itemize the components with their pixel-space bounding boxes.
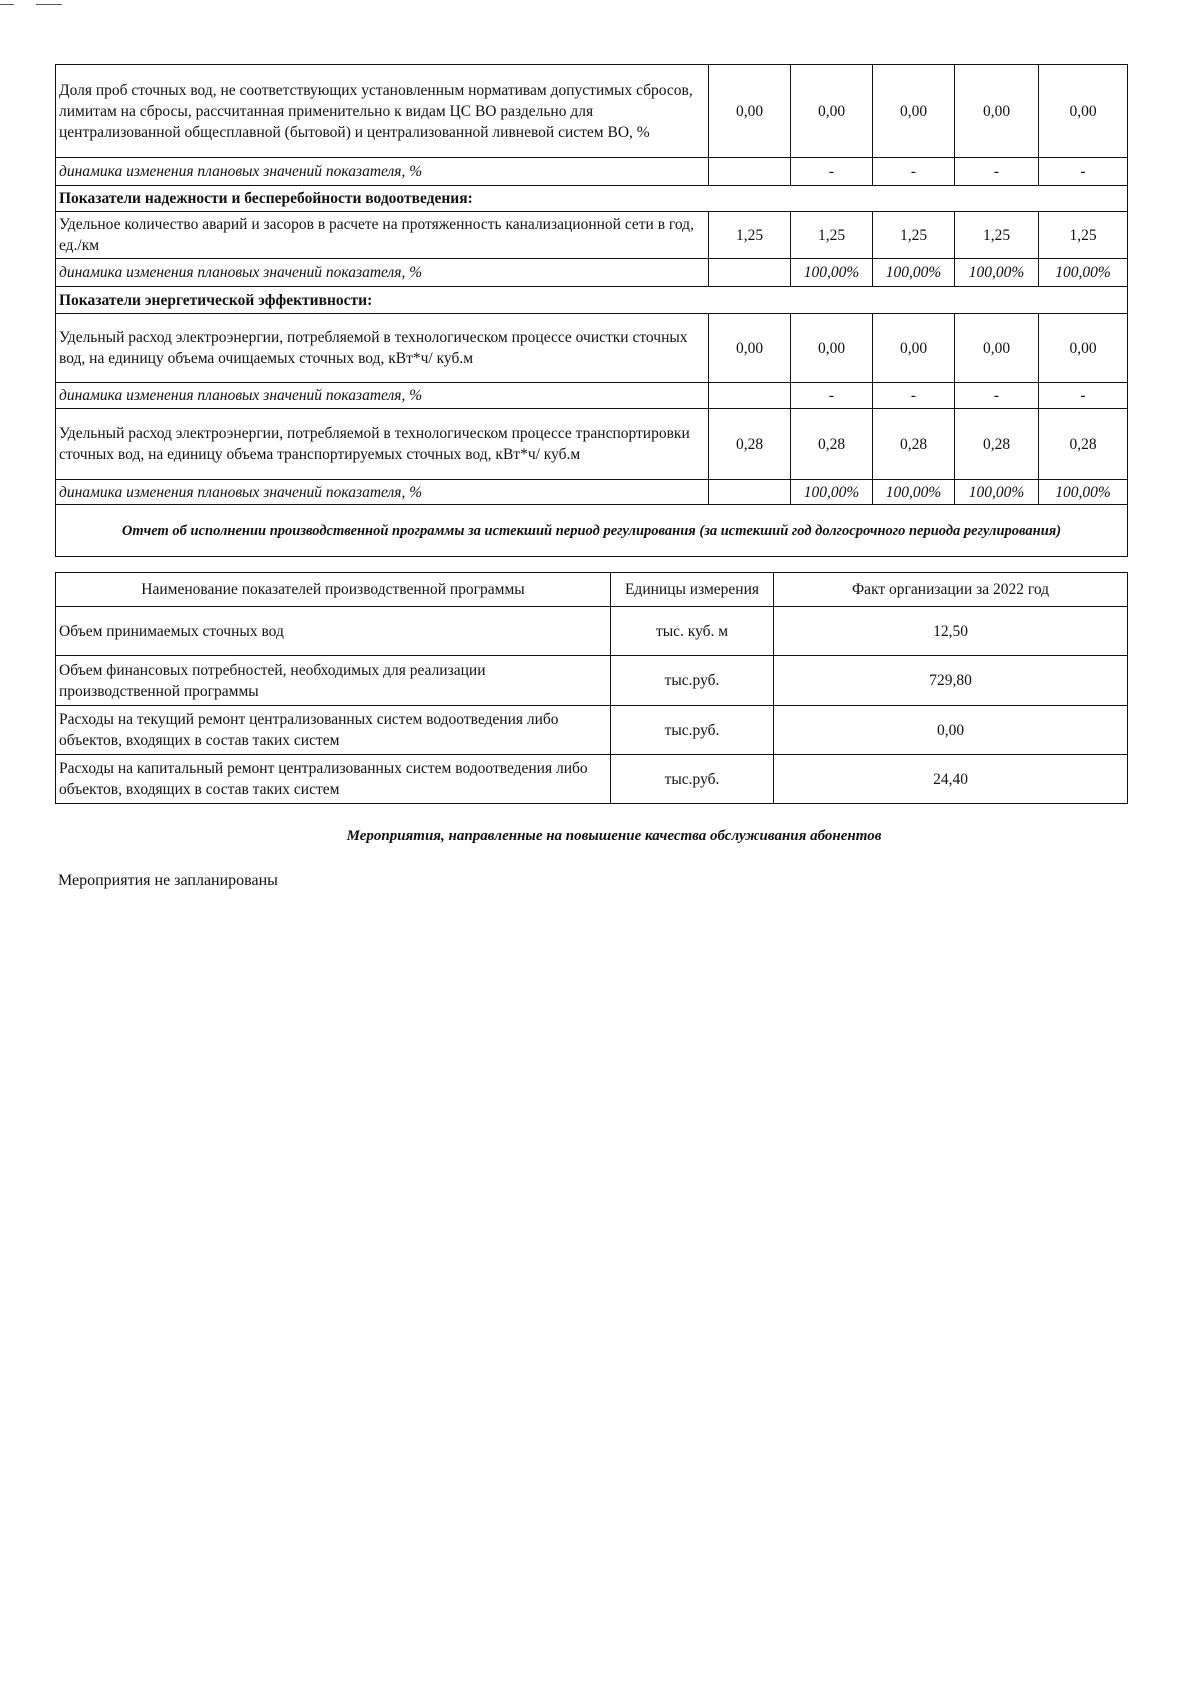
dynamics-value: - xyxy=(873,383,955,409)
dynamics-value: 100,00% xyxy=(873,480,955,505)
report-caption: Отчет об исполнении производственной программы за истекший период регулирования (за истекший год долгосрочного периода регулирования) xyxy=(56,505,1128,557)
table-row xyxy=(56,706,1128,755)
table-row xyxy=(56,505,1128,557)
unit-cell: тыс. куб. м xyxy=(611,607,774,656)
dynamics-label: динамика изменения плановых значений показателя, % xyxy=(56,383,709,409)
unit-cell: тыс.руб. xyxy=(611,706,774,755)
dynamics-value: 100,00% xyxy=(1039,259,1128,287)
dynamics-value: 100,00% xyxy=(873,259,955,287)
dynamics-value: - xyxy=(1039,383,1128,409)
indicator-value: 0,00 xyxy=(791,314,873,383)
fact-value: 0,00 xyxy=(774,706,1128,755)
table-row xyxy=(56,212,1128,259)
fact-value: 24,40 xyxy=(774,755,1128,804)
dynamics-label: динамика изменения плановых значений показателя, % xyxy=(56,158,709,186)
table-row xyxy=(56,158,1128,186)
dynamics-value xyxy=(709,158,791,186)
table-row xyxy=(56,287,1128,314)
fact-value: 729,80 xyxy=(774,656,1128,706)
indicator-value: 0,28 xyxy=(1039,409,1128,480)
indicator-value: 0,00 xyxy=(709,65,791,158)
scan-artifact xyxy=(36,4,62,5)
column-header: Единицы измерения xyxy=(611,573,774,607)
indicator-value: 1,25 xyxy=(873,212,955,259)
dynamics-value xyxy=(709,480,791,505)
table-row xyxy=(56,259,1128,287)
indicator-value: 0,00 xyxy=(873,65,955,158)
dynamics-value: - xyxy=(873,158,955,186)
indicator-value: 0,00 xyxy=(791,65,873,158)
indicator-value: 0,00 xyxy=(873,314,955,383)
indicator-value: 0,00 xyxy=(955,65,1039,158)
dynamics-value: - xyxy=(955,383,1039,409)
indicator-value: 0,28 xyxy=(791,409,873,480)
report-table xyxy=(55,572,1128,804)
table-row xyxy=(56,383,1128,409)
table-row xyxy=(56,755,1128,804)
indicator-value: 1,25 xyxy=(1039,212,1128,259)
section-heading: Показатели энергетической эффективности: xyxy=(56,287,1128,314)
program-indicator-name: Расходы на капитальный ремонт централизованных систем водоотведения либо объектов, входящих в состав таких систем xyxy=(56,755,611,804)
dynamics-value xyxy=(709,383,791,409)
dynamics-label: динамика изменения плановых значений показателя, % xyxy=(56,480,709,505)
dynamics-value: 100,00% xyxy=(791,259,873,287)
unit-cell: тыс.руб. xyxy=(611,656,774,706)
dynamics-value: - xyxy=(1039,158,1128,186)
indicator-value: 0,00 xyxy=(1039,65,1128,158)
dynamics-value: 100,00% xyxy=(955,480,1039,505)
indicator-label: Удельный расход электроэнергии, потребляемой в технологическом процессе транспортировки сточных вод, на единицу объема транспортируемых сточных вод, кВт*ч/ куб.м xyxy=(56,409,709,480)
section-heading: Показатели надежности и бесперебойности водоотведения: xyxy=(56,186,1128,212)
dynamics-value: - xyxy=(955,158,1039,186)
dynamics-value: 100,00% xyxy=(791,480,873,505)
indicator-label: Доля проб сточных вод, не соответствующих установленным нормативам допустимых сбросов, лимитам на сбросы, рассчитанная применительно к видам ЦС ВО раздельно для централизованной общесплавной (бытовой) и централизованной ливневой систем ВО, % xyxy=(56,65,709,158)
indicator-value: 1,25 xyxy=(709,212,791,259)
unit-cell: тыс.руб. xyxy=(611,755,774,804)
indicator-value: 0,00 xyxy=(955,314,1039,383)
dynamics-label: динамика изменения плановых значений показателя, % xyxy=(56,259,709,287)
table-row xyxy=(56,656,1128,706)
indicator-value: 1,25 xyxy=(791,212,873,259)
indicator-value: 0,00 xyxy=(709,314,791,383)
indicator-label: Удельное количество аварий и засоров в расчете на протяженность канализационной сети в год, ед./км xyxy=(56,212,709,259)
table-row xyxy=(56,65,1128,158)
table-row xyxy=(56,314,1128,383)
table-row xyxy=(56,480,1128,505)
program-indicator-name: Расходы на текущий ремонт централизованных систем водоотведения либо объектов, входящих в состав таких систем xyxy=(56,706,611,755)
dynamics-value: - xyxy=(791,158,873,186)
table-row xyxy=(56,186,1128,212)
column-header: Наименование показателей производственной программы xyxy=(56,573,611,607)
indicator-value: 1,25 xyxy=(955,212,1039,259)
dynamics-value xyxy=(709,259,791,287)
fact-value: 12,50 xyxy=(774,607,1128,656)
program-indicator-name: Объем финансовых потребностей, необходимых для реализации производственной программы xyxy=(56,656,611,706)
program-indicator-name: Объем принимаемых сточных вод xyxy=(56,607,611,656)
indicator-value: 0,28 xyxy=(709,409,791,480)
indicator-value: 0,28 xyxy=(955,409,1039,480)
table-header-row xyxy=(56,573,1128,607)
table-row xyxy=(56,607,1128,656)
dynamics-value: - xyxy=(791,383,873,409)
indicator-value: 0,28 xyxy=(873,409,955,480)
indicators-table xyxy=(55,64,1128,557)
indicator-value: 0,00 xyxy=(1039,314,1128,383)
column-header: Факт организации за 2022 год xyxy=(774,573,1128,607)
indicator-label: Удельный расход электроэнергии, потребляемой в технологическом процессе очистки сточных вод, на единицу объема очищаемых сточных вод, кВт*ч/ куб.м xyxy=(56,314,709,383)
events-heading: Мероприятия, направленные на повышение качества обслуживания абонентов xyxy=(346,828,882,844)
scan-artifact xyxy=(0,4,14,5)
events-note: Мероприятия не запланированы xyxy=(58,872,278,889)
table-row xyxy=(56,409,1128,480)
dynamics-value: 100,00% xyxy=(955,259,1039,287)
dynamics-value: 100,00% xyxy=(1039,480,1128,505)
